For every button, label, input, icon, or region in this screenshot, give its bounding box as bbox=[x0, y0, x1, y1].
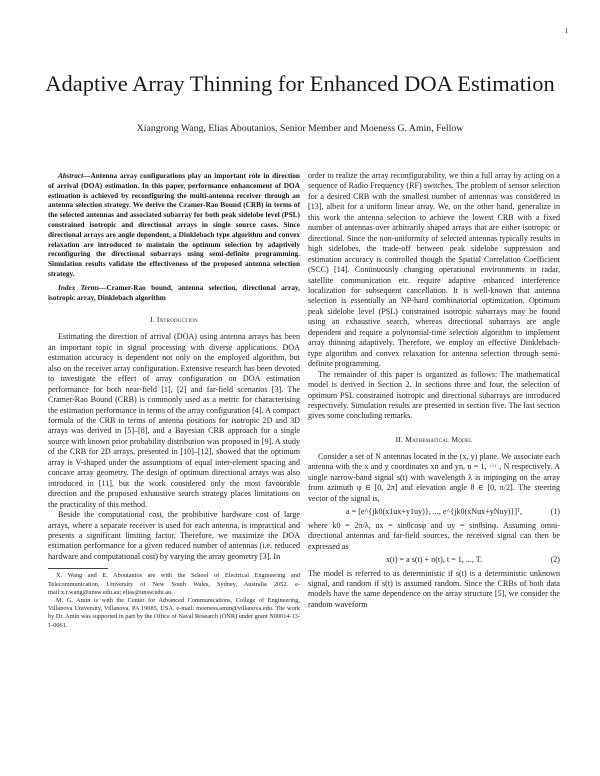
footnote-affiliation-2: M. G. Amin is with the Center for Advanced Communications, College of Engineering, Villanova University, Villanova, PA 19085, USA. e-mail: moeness.amin@villanova.edu. The work by Dr. Amin was supported in part by the Office of Naval Research (ONR) under grant N00014-13-1-0061. bbox=[48, 596, 300, 629]
paragraph-intro-2: Beside the computational cost, the prohibitive hardware cost of large arrays, where a separate receiver is used for each antenna, is impractical and presents a significant limiting factor. Therefore, we maximize the DOA estimation performance for a given reduced number of antennas (i.e. reduced hardware and computational cost) by varying the array geometry [3]. In bbox=[48, 510, 300, 561]
author-list: Xiangrong Wang, Elias Aboutanios, Senior Member and Moeness G. Amin, Fellow bbox=[136, 123, 464, 134]
paragraph-model-2: where k0 = 2π/λ, ux = sinθcosφ and uy = sinθsinφ. Assuming omni-directional antennas and far-field sources, the received signal can then be expressed as bbox=[308, 520, 560, 551]
abstract bbox=[48, 171, 300, 279]
abstract-text: —Antenna array configurations play an important role in direction of arrival (DOA) estimation. In this paper, performance enhancement of DOA estimation is achieved by reconfiguring the multi-antenna receiver through an antenna selection strategy. We derive the Cramer-Rao Bound (CRB) in terms of the selected antennas and associated subarray for both peak sidelobe level (PSL) constrained isotropic and directional arrays in single source cases. Since directional arrays are angle dependent, a Dinklebach type algorithm and convex relaxation are introduced to maintain the optimum selection by adaptively reconfiguring the directional subarrays using semi-definite programming. Simulation results validate the effectiveness of the proposed antenna selection strategy. bbox=[48, 171, 300, 278]
abstract-label: Abstract bbox=[58, 171, 84, 180]
right-column bbox=[308, 171, 560, 610]
page-number: 1 bbox=[564, 27, 568, 35]
footnote-rule bbox=[48, 568, 108, 569]
section-heading-introduction: I. Introduction bbox=[150, 315, 198, 325]
paper-title: Adaptive Array Thinning for Enhanced DOA Estimation bbox=[45, 71, 555, 97]
left-column bbox=[48, 171, 300, 630]
equation-2 bbox=[308, 555, 560, 566]
equation-1-number: (1) bbox=[550, 507, 560, 517]
footnote-affiliation-1: X. Wang and E. Aboutanios are with the School of Electrical Engineering and Telecommunication, University of New South Wales, Sydney, Australia 2052. e-mail:x.r.wang@unsw.edu.au; elias@unsw.edu.au. bbox=[48, 572, 300, 596]
index-terms-label: Index Terms bbox=[58, 282, 100, 292]
equation-1-body: a = [e^{jk0(x1ux+y1uy)}, ..., e^{jk0(xNux+yNuy)}]ᵀ, bbox=[346, 507, 522, 517]
equation-2-body: x(t) = a s(t) + n(t), t = 1, ..., T. bbox=[385, 555, 483, 564]
paragraph-intro-1: Estimating the direction of arrival (DOA) using antenna arrays has been an important topic in signal processing with diverse applications. DOA estimation accuracy is dependent not only on the employed algorithm, but also on the receiver array configuration. Extensive research has been devoted to investigate the effect of array configuration on DOA estimation performance for both near-field [1], [2] and far-field scenarios [3]. The Cramer-Rao Bound (CRB) is commonly used as a metric for characterising the estimation performance in terms of the array configuration [4]. A compact formula of the CRB in terms of antenna positions for isotropic 2D and 3D arrays was derived in [5]–[8], and a Bayesian CRB approach for a single source with known prior probability distribution was proposed in [9]. A study of the CRB for 2D arrays, presented in [10]–[12], showed that the optimum array is V-shaped under the assumptions of equal inter-element spacing and concave array geometry. The design of optimum directional arrays was also introduced in [11], but the work considered only the most favourable direction and the proposed exhaustive search strategy places limitations on the practicality of this method. bbox=[48, 332, 300, 509]
paragraph-outline: The remainder of this paper is organized as follows: The mathematical model is derived in Section 2. In sections three and four, the selection of optimum PSL constrained isotropic and directional subarrays are introduced respectively. Simulation results are presented in section five. The last section gives some concluding remarks. bbox=[308, 369, 560, 421]
paragraph-intro-3: order to realize the array reconfigurability, we thin a full array by acting on a sequence of Radio Frequency (RF) switches. The problem of sensor selection for a desired CRB with the smallest number of antennas was considered in [13], albeit for a uniform linear array. We, on the other hand, generalize in this work the antenna selection to achieve the lowest CRB with a fixed number of antennas over arbitrarily shaped arrays that are either isotropic or directional. Since the non-uniformity of selected antennas typically results in high sidelobes, the trade-off between peak sidelobe suppression and estimation accuracy is controlled though the Spatial Correlation Coefficient (SCC) [14]. Continuously changing operational environments in radar, satellite communication etc. require adaptive enhanced interference localization for subsequent cancellation. It is well-known that antenna selection is essentially an NP-hard combinatorial optimization. Optimum peak sidelobe level (PSL) constrained isotropic subarrays may be found using an exhaustive search, whereas directional subarrays are angle dependent and require a polynomial-time selection algorithm to implement array thinning adaptively. Therefore, we employ an effective Dinklebach-type algorithm and convex relaxation for antenna selection through semi-definite programming. bbox=[308, 171, 560, 369]
equation-2-number: (2) bbox=[550, 555, 560, 564]
paragraph-model-1: Consider a set of N antennas located in the (x, y) plane. We associate each antenna with the x and y coordinates xn and yn, n = 1, ··· , N respectively. A single narrow-band signal s(t) with wavelength λ is impinging on the array from azimuth φ ∈ [0, 2π] and elevation angle θ ∈ [0, π/2]. The steering vector of the signal is, bbox=[308, 451, 560, 503]
section-heading-model: II. Mathematical Model bbox=[395, 434, 473, 444]
equation-1 bbox=[308, 507, 560, 518]
paragraph-model-3: The model is referred to as deterministic if s(t) is a deterministic unknown signal, and random if s(t) is assumed random. Since the CRBs of both data models have the same dependence on the array structure [5], we consider the random waveform bbox=[308, 568, 560, 609]
index-terms bbox=[48, 283, 300, 303]
index-terms-text: —Cramer-Rao bound, antenna selection, directional array, isotropic array, Dinklebach algorithm bbox=[48, 282, 300, 302]
